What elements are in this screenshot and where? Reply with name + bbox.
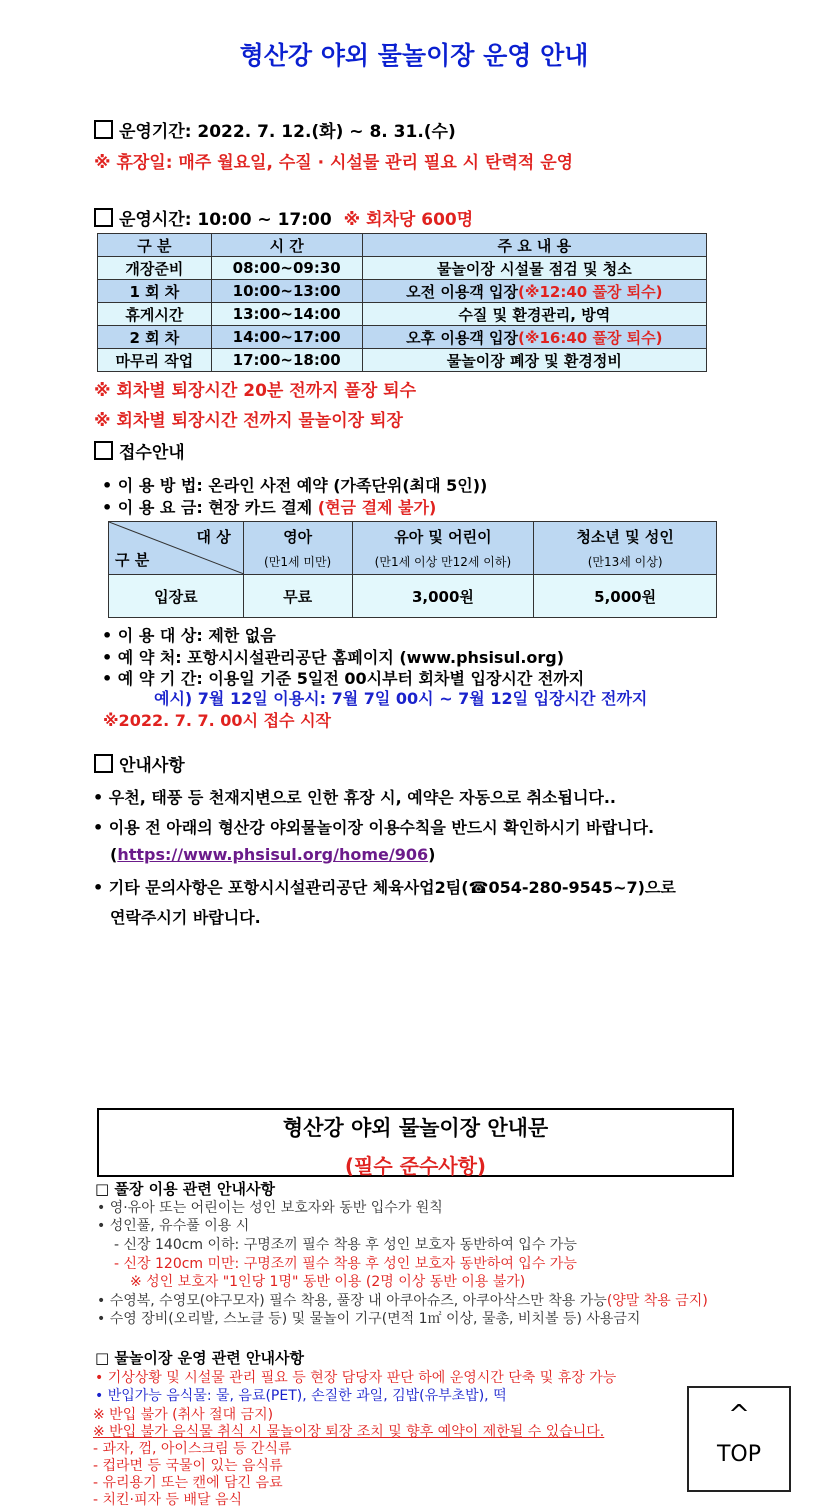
guide-item-1: • 우천, 태풍 등 천재지변으로 인한 휴장 시, 예약은 자동으로 취소됩니다.. [93, 788, 617, 807]
chevron-up-icon: ^ [728, 1400, 750, 1430]
guide-heading: 안내사항 [94, 751, 185, 776]
table-row: 1 회 차 10:00~13:00 오전 이용객 입장(※12:40 풀장 퇴수) [98, 280, 707, 303]
checkbox-icon [94, 754, 113, 773]
reserve-line: • 예 약 처: 포항시시설관리공단 홈페이지 (www.phsisul.org) [102, 648, 565, 667]
list-item: - 유리용기 또는 캔에 담긴 음료 [93, 1475, 283, 1491]
top-button[interactable] [687, 1386, 791, 1492]
list-item: ※ 반입 불가 음식물 취식 시 물놀이장 퇴장 조치 및 향후 예약이 제한될 수 있습니다. [93, 1424, 605, 1440]
list-item: - 컵라면 등 국물이 있는 음식류 [93, 1458, 283, 1474]
table-row: 개장준비 08:00~09:30 물놀이장 시설물 점검 및 청소 [98, 257, 707, 280]
table-row: 마무리 작업 17:00~18:00 물놀이장 폐장 및 환경정비 [98, 349, 707, 372]
notice-subtitle: (필수 준수사항) [344, 1154, 487, 1178]
rules-link[interactable]: https://www.phsisul.org/home/906 [117, 845, 429, 864]
col-header: 시 간 [211, 234, 362, 257]
guide-item-3-cont: 연락주시기 바랍니다. [110, 908, 261, 927]
page-title: 형산강 야외 물놀이장 운영 안내 [239, 41, 589, 70]
list-item: • 기상상황 및 시설물 관리 필요 등 현장 담당자 판단 하에 운영시간 단축 및 휴장 가능 [95, 1370, 617, 1386]
col-header: 주 요 내 용 [362, 234, 706, 257]
reception-heading: 접수안내 [94, 438, 185, 463]
list-item: - 신장 120cm 미만: 구명조끼 필수 착용 후 성인 보호자 동반하여 입수 가능 [114, 1256, 577, 1272]
diagonal-header-cell: 대 상 구 분 [109, 522, 244, 575]
hours-heading: 운영시간: 10:00 ~ 17:00 ※ 회차당 600명 [94, 205, 473, 230]
list-item: - 과자, 껌, 아이스크림 등 간식류 [93, 1441, 292, 1457]
capacity-note: ※ 회차당 600명 [343, 210, 474, 230]
list-item: • 수영 장비(오리발, 스노클 등) 및 물놀이 기구(면적 1㎡ 이상, 물총, 비치볼 등) 사용금지 [97, 1311, 641, 1327]
checkbox-icon [94, 441, 113, 460]
list-item: • 성인풀, 유수풀 이용 시 [97, 1218, 250, 1234]
table-row: 휴게시간 13:00~14:00 수질 및 환경관리, 방역 [98, 303, 707, 326]
method-line: • 이 용 방 법: 온라인 사전 예약 (가족단위(최대 5인)) [102, 476, 488, 495]
fee-table: 대 상 구 분 영아 (만1세 미만) 유아 및 어린이 (만1세 이상 만12세 이하) 청소년 및 성인 (만13세 이상) 입장료 무료 3,000원 5,000원 [108, 521, 717, 618]
guide-item-3: • 기타 문의사항은 포항시시설관리공단 체육사업2팀(☎054-280-9545~7)으로 [93, 878, 676, 897]
list-item: ※ 반입 불가 (취사 절대 금지) [93, 1407, 274, 1423]
table-row: 2 회 차 14:00~17:00 오후 이용객 입장(※16:40 풀장 퇴수) [98, 326, 707, 349]
col-header: 구 분 [98, 234, 212, 257]
notice-title-box [97, 1108, 734, 1177]
guide-item-2: • 이용 전 아래의 형산강 야외물놀이장 이용수칙을 반드시 확인하시기 바랍니다. [93, 818, 655, 837]
fee-line: • 이 용 요 금: 현장 카드 결제 (현금 결제 불가) [102, 498, 437, 517]
top-button-label: TOP [716, 1442, 762, 1467]
example-line: 예시) 7월 12일 이용시: 7월 7일 00시 ~ 7월 12일 입장시간 전까지 [154, 689, 648, 708]
hours-note-1: ※ 회차별 퇴장시간 20분 전까지 풀장 퇴수 [94, 381, 417, 401]
table-row: 입장료 무료 3,000원 5,000원 [109, 575, 717, 618]
target-line: • 이 용 대 상: 제한 없음 [102, 626, 276, 645]
closed-note: ※ 휴장일: 매주 월요일, 수질 · 시설물 관리 필요 시 탄력적 운영 [94, 153, 574, 173]
checkbox-icon [94, 120, 113, 139]
notice-title: 형산강 야외 물놀이장 안내문 [282, 1116, 549, 1140]
list-item: • 반입가능 음식물: 물, 음료(PET), 손질한 과일, 김밥(유부초밥), 떡 [95, 1388, 507, 1404]
list-item: • 수영복, 수영모(야구모자) 필수 착용, 풀장 내 아쿠아슈즈, 아쿠아삭스만 착용 가능(양말 착용 금지) [97, 1293, 708, 1309]
hours-table [97, 233, 707, 372]
hours-note-2: ※ 회차별 퇴장시간 전까지 물놀이장 퇴장 [94, 411, 403, 431]
checkbox-icon [94, 208, 113, 227]
list-item: ※ 성인 보호자 "1인당 1명" 동반 이용 (2명 이상 동반 이용 불가) [130, 1274, 526, 1290]
pool-heading: □ 풀장 이용 관련 안내사항 [95, 1180, 275, 1198]
list-item: • 영·유아 또는 어린이는 성인 보호자와 동반 입수가 원칙 [97, 1200, 443, 1216]
list-item: - 신장 140cm 이하: 구명조끼 필수 착용 후 성인 보호자 동반하여 입수 가능 [114, 1237, 577, 1253]
list-item: - 치킨·피자 등 배달 음식 [93, 1492, 243, 1508]
ops-heading: □ 물놀이장 운영 관련 안내사항 [95, 1349, 304, 1367]
guide-link-line: (https://www.phsisul.org/home/906) [110, 845, 436, 864]
reserve-period-line: • 예 약 기 간: 이용일 기준 5일전 00시부터 회차별 입장시간 전까지 [102, 669, 585, 688]
start-note: ※2022. 7. 7. 00시 접수 시작 [103, 711, 331, 730]
period-heading: 운영기간: 2022. 7. 12.(화) ~ 8. 31.(수) [94, 117, 456, 142]
